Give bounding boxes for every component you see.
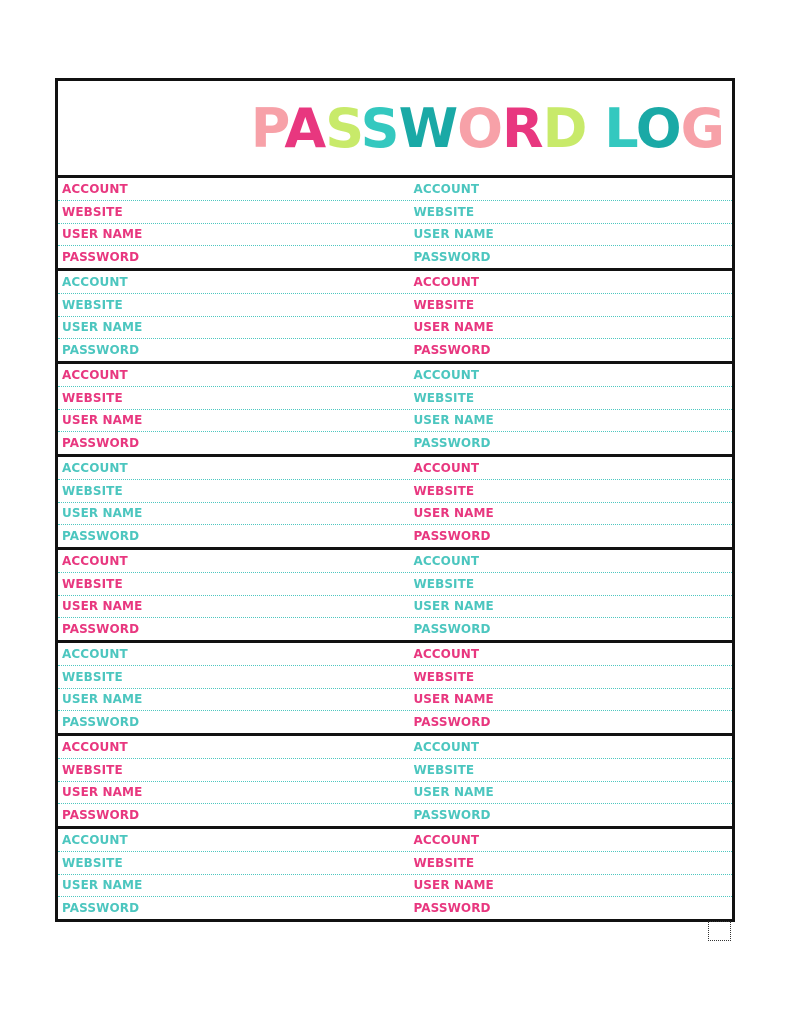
field-label-left: USER NAME: [62, 878, 143, 893]
field-label-left: WEBSITE: [62, 669, 123, 684]
field-label-right: WEBSITE: [413, 855, 475, 870]
title-letter: [586, 97, 604, 160]
title-letter: R: [502, 97, 543, 160]
field-label-left: ACCOUNT: [62, 181, 128, 196]
entry-row: [58, 596, 732, 619]
entry-row: [58, 339, 732, 361]
title-letter: S: [360, 97, 399, 160]
entry-block: [58, 364, 732, 457]
field-label-right: ACCOUNT: [413, 646, 480, 661]
field-label-right: ACCOUNT: [413, 739, 480, 754]
title-letter: G: [680, 97, 724, 160]
field-label-right: ACCOUNT: [413, 832, 480, 847]
title-letter: P: [250, 97, 285, 160]
field-label-right: ACCOUNT: [413, 367, 480, 382]
field-label-right: USER NAME: [413, 878, 494, 893]
entry-row: [58, 387, 732, 410]
entry-row: [58, 410, 732, 433]
entry-row: [58, 689, 732, 712]
field-label-right: WEBSITE: [413, 576, 475, 591]
entry-row: [58, 503, 732, 526]
entry-row: [58, 271, 732, 294]
field-label-right: WEBSITE: [413, 390, 475, 405]
field-label-right: PASSWORD: [413, 529, 491, 544]
entry-block: [58, 550, 732, 643]
entry-row: [58, 782, 732, 805]
field-label-right: WEBSITE: [413, 483, 475, 498]
entry-row: [58, 550, 732, 573]
field-label-right: USER NAME: [413, 320, 494, 335]
field-label-left: PASSWORD: [62, 343, 140, 358]
password-log-sheet: [55, 78, 735, 922]
entry-row: [58, 711, 732, 733]
field-label-right: PASSWORD: [413, 250, 491, 265]
title-letter: O: [457, 97, 503, 160]
field-label-left: WEBSITE: [62, 576, 123, 591]
entry-row: [58, 294, 732, 317]
page-title: [251, 99, 724, 159]
entry-row: [58, 317, 732, 340]
field-label-left: PASSWORD: [62, 250, 140, 265]
field-label-right: USER NAME: [413, 599, 494, 614]
entry-block: [58, 736, 732, 829]
field-label-right: ACCOUNT: [413, 274, 480, 289]
entry-row: [58, 897, 732, 919]
field-label-right: USER NAME: [413, 785, 494, 800]
entry-row: [58, 432, 732, 454]
field-label-left: WEBSITE: [62, 297, 123, 312]
entry-row: [58, 178, 732, 201]
field-label-left: USER NAME: [62, 692, 143, 707]
field-label-left: PASSWORD: [62, 808, 140, 823]
field-label-left: ACCOUNT: [62, 832, 128, 847]
entry-row: [58, 829, 732, 852]
entry-row: [58, 201, 732, 224]
field-label-left: USER NAME: [62, 506, 143, 521]
field-label-left: ACCOUNT: [62, 367, 128, 382]
field-label-left: ACCOUNT: [62, 646, 128, 661]
field-label-right: PASSWORD: [413, 901, 491, 916]
field-label-right: PASSWORD: [413, 715, 491, 730]
field-label-left: WEBSITE: [62, 390, 123, 405]
field-label-left: USER NAME: [62, 785, 143, 800]
entry-row: [58, 573, 732, 596]
entry-row: [58, 852, 732, 875]
entry-block: [58, 643, 732, 736]
field-label-left: WEBSITE: [62, 855, 123, 870]
field-label-left: USER NAME: [62, 599, 143, 614]
field-label-right: WEBSITE: [413, 297, 475, 312]
field-label-left: WEBSITE: [62, 204, 123, 219]
entry-row: [58, 480, 732, 503]
field-label-left: WEBSITE: [62, 483, 123, 498]
entry-block: [58, 271, 732, 364]
entry-row: [58, 364, 732, 387]
field-label-left: USER NAME: [62, 320, 143, 335]
title-letter: S: [325, 97, 361, 160]
title-letter: W: [398, 97, 458, 160]
field-label-left: PASSWORD: [62, 622, 140, 637]
title-letter: D: [542, 97, 587, 160]
entry-row: [58, 525, 732, 547]
field-label-left: PASSWORD: [62, 901, 140, 916]
field-label-right: ACCOUNT: [413, 460, 480, 475]
field-label-right: USER NAME: [413, 227, 494, 242]
title-letter: A: [284, 97, 326, 160]
field-label-left: USER NAME: [62, 413, 143, 428]
entry-row: [58, 643, 732, 666]
field-label-right: USER NAME: [413, 506, 494, 521]
entry-block: [58, 829, 732, 919]
title-letter: L: [604, 97, 636, 160]
entry-row: [58, 666, 732, 689]
entry-row: [58, 759, 732, 782]
entry-row: [58, 246, 732, 268]
field-label-right: WEBSITE: [413, 204, 475, 219]
field-label-left: ACCOUNT: [62, 274, 128, 289]
field-label-left: PASSWORD: [62, 436, 140, 451]
field-label-right: PASSWORD: [413, 343, 491, 358]
field-label-right: WEBSITE: [413, 669, 475, 684]
field-label-left: WEBSITE: [62, 762, 123, 777]
title-letter: O: [635, 97, 681, 160]
field-label-right: USER NAME: [413, 692, 494, 707]
field-label-left: ACCOUNT: [62, 739, 128, 754]
field-label-left: ACCOUNT: [62, 460, 128, 475]
entry-row: [58, 736, 732, 759]
field-label-right: USER NAME: [413, 413, 494, 428]
field-label-left: PASSWORD: [62, 715, 140, 730]
field-label-left: PASSWORD: [62, 529, 140, 544]
entries-list: [58, 178, 732, 919]
field-label-left: USER NAME: [62, 227, 143, 242]
field-label-right: ACCOUNT: [413, 181, 480, 196]
field-label-right: PASSWORD: [413, 808, 491, 823]
field-label-right: ACCOUNT: [413, 553, 480, 568]
entry-row: [58, 224, 732, 247]
field-label-left: ACCOUNT: [62, 553, 128, 568]
field-label-right: PASSWORD: [413, 436, 491, 451]
field-label-right: PASSWORD: [413, 622, 491, 637]
entry-block: [58, 457, 732, 550]
field-label-right: WEBSITE: [413, 762, 475, 777]
corner-mark: [708, 921, 731, 941]
entry-row: [58, 618, 732, 640]
title-box: [58, 81, 732, 178]
entry-row: [58, 804, 732, 826]
entry-row: [58, 875, 732, 898]
entry-block: [58, 178, 732, 271]
entry-row: [58, 457, 732, 480]
